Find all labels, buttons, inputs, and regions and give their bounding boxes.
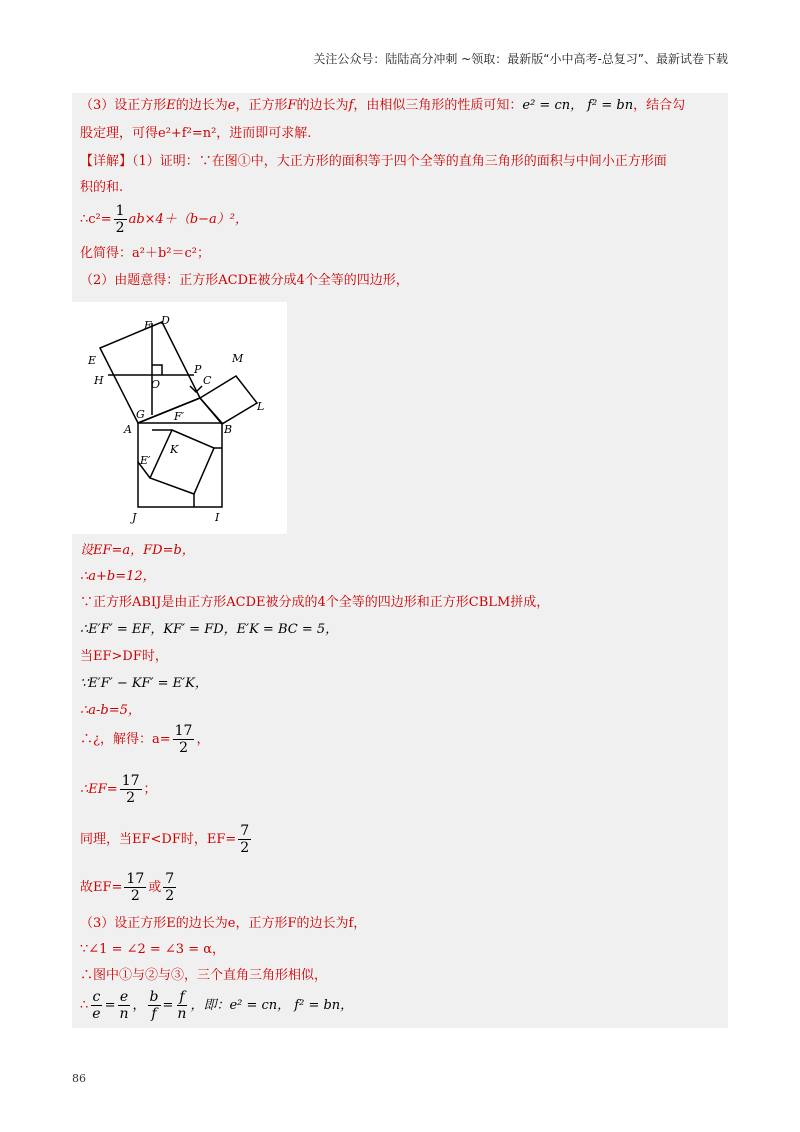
similar-line: ∴图中①与②与③，三个直角三角形相似， (80, 968, 328, 983)
label-I: I (215, 511, 220, 524)
label-K: K (170, 443, 179, 456)
ratio-line: ∴ $\frac{c}{e}$ = $\frac{e}{n}$ ， $\frac{b}{f}$ = $\frac{f}{n}$ ，即：e² = cn， f² = bn， (80, 989, 354, 1022)
label-J: J (132, 511, 137, 524)
analysis-line-1: （3）设正方形E的边长为e，正方形F的边长为f，由相似三角形的性质可知：e² = cn， f² = bn，结合勾 (80, 98, 686, 113)
analysis-line-2: 股定理，可得e²+f²=n²，进而即可求解. (80, 126, 312, 141)
solution-content (72, 93, 728, 1028)
label-P: P (194, 363, 202, 376)
label-A: A (124, 423, 132, 436)
label-Eprime: E′ (140, 454, 151, 467)
part3-intro: （3）设正方形E的边长为e，正方形F的边长为f， (80, 916, 367, 931)
detail-line-1: 【详解】（1）证明：∵在图①中，大正方形的面积等于四个全等的直角三角形的面积与中间小正方形面 (80, 154, 667, 169)
answer-line: 故EF= $\frac{17}{2}$ 或 $\frac{7}{2}$ (80, 871, 175, 904)
part2-intro: （2）由题意得：正方形ACDE被分成4个全等的四边形， (80, 273, 409, 288)
simplify-line: 化简得：a²＋b²＝c²； (80, 246, 210, 261)
label-Fprime: F′ (174, 410, 185, 423)
page-header: 关注公众号：陆陆高分冲刺 ~领取：最新版“小中高考-总复习”、最新试卷下载 (313, 52, 728, 66)
angles-line: ∵∠1 = ∠2 = ∠3 = α， (80, 942, 226, 957)
label-O: O (151, 378, 161, 391)
equal-set-line: ∴E′F′ = EF，KF′ = FD，E′K = BC = 5， (80, 622, 339, 637)
label-H: H (94, 374, 104, 387)
label-G: G (136, 408, 145, 421)
label-D: D (161, 314, 170, 327)
label-F: F (144, 319, 152, 332)
page-number: 86 (72, 1072, 86, 1085)
let-line: 设EF=a，FD=b， (80, 543, 195, 558)
detail-label: 【详解】 (80, 154, 133, 169)
ef-line: ∴EF= $\frac{17}{2}$ ； (80, 773, 157, 806)
geometry-diagram (72, 302, 287, 534)
solve-line: ∴¿，解得：a= $\frac{17}{2}$ ， (80, 723, 210, 756)
label-C: C (203, 374, 212, 387)
geometry-figure (72, 302, 287, 534)
label-B: B (224, 423, 233, 436)
square-acde (100, 322, 200, 423)
square-abij (138, 423, 222, 507)
label-E: E (88, 354, 97, 367)
because-line-1: ∵正方形ABIJ是由正方形ACDE被分成的4个全等的四边形和正方形CBLM拼成， (80, 595, 550, 610)
detail-line-2: 积的和. (80, 180, 124, 195)
sum-line: ∴a+b=12， (80, 569, 156, 584)
label-M: M (232, 352, 244, 365)
when-line: 当EF>DF时， (80, 649, 168, 664)
proof-formula: ∴c²= $\frac{1}{2}$ ab×4＋（b−a）²， (80, 203, 248, 236)
label-L: L (257, 400, 265, 413)
diff-line: ∴a-b=5， (80, 703, 141, 718)
because-line-2: ∵E′F′ − KF′ = E′K， (80, 676, 208, 691)
same-line: 同理，当EF<DF时，EF= $\frac{7}{2}$ (80, 823, 250, 856)
